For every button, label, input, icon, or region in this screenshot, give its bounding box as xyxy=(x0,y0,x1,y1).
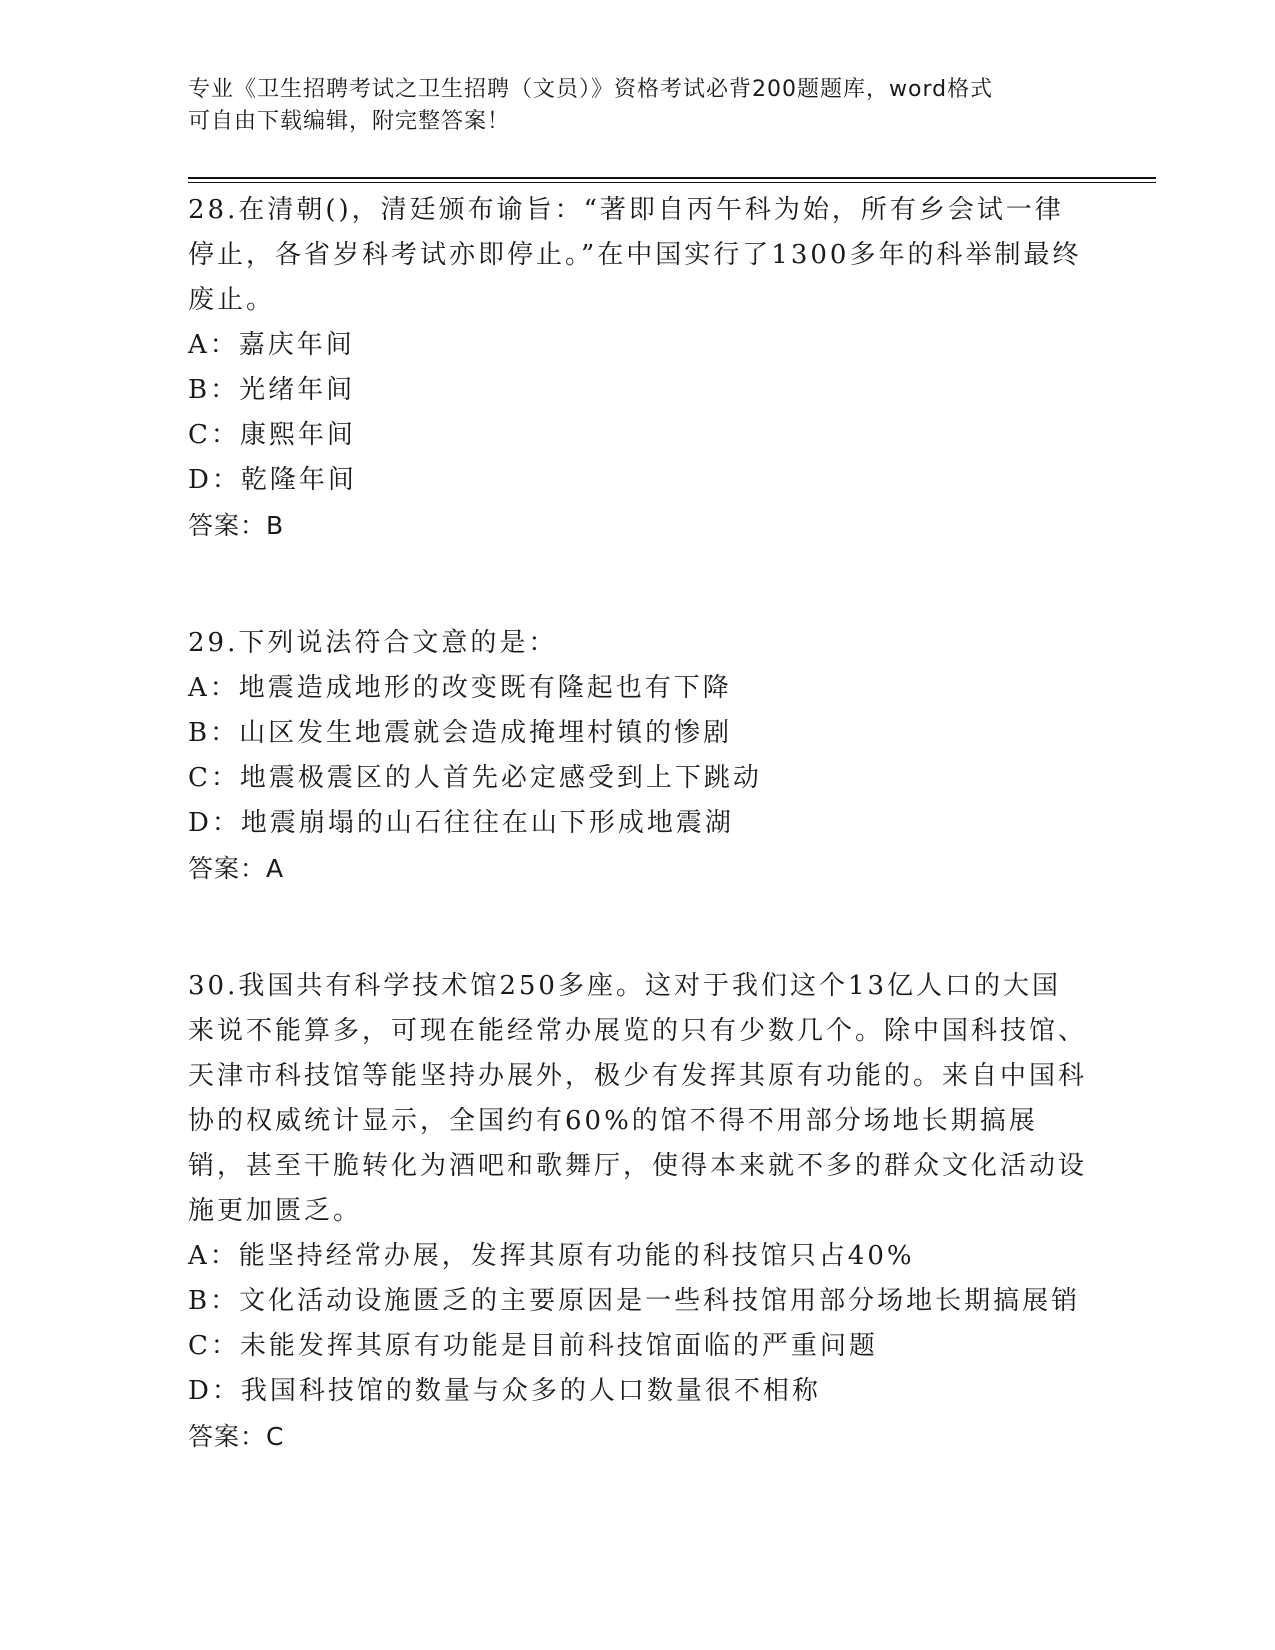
option-a: A：地震造成地形的改变既有隆起也有下降 xyxy=(188,673,732,703)
option-c: C：康熙年间 xyxy=(188,420,356,450)
option-b: B：文化活动设施匮乏的主要原因是一些科技馆用部分场地长期搞展销 xyxy=(188,1286,1081,1316)
option-b: B：光绪年间 xyxy=(188,375,356,405)
question-stem: 30.我国共有科学技术馆250多座。这对于我们这个13亿人口的大国来说不能算多，可现在能经常办展览的只有少数几个。除中国科技馆、天津市科技馆等能坚持办展外，极少有发挥其原有功能的。来自中国科协的权威统计显示，全国约有60%的馆不得不用部分场地长期搞展销，甚至干脆转化为酒吧和歌舞厅，使得本来就不多的群众文化活动设施更加匮乏。 xyxy=(188,971,1088,1226)
question-29 xyxy=(188,621,1088,892)
option-d: D：地震崩塌的山石往往在山下形成地震湖 xyxy=(188,808,734,838)
question-list xyxy=(188,188,1088,1460)
option-c: C：地震极震区的人首先必定感受到上下跳动 xyxy=(188,763,762,793)
option-a: A：能坚持经常办展，发挥其原有功能的科技馆只占40% xyxy=(188,1241,915,1271)
answer-label: 答案： xyxy=(188,854,267,883)
answer-label: 答案： xyxy=(188,511,267,540)
header-divider-thin xyxy=(188,182,1156,183)
question-stem: 28.在清朝()，清廷颁布谕旨：“著即自丙午科为始，所有乡会试一律停止，各省岁科考试亦即停止。”在中国实行了1300多年的科举制最终废止。 xyxy=(188,195,1082,315)
option-c: C：未能发挥其原有功能是目前科技馆面临的严重问题 xyxy=(188,1331,878,1361)
header-divider xyxy=(188,177,1156,179)
option-b: B：山区发生地震就会造成掩埋村镇的惨剧 xyxy=(188,718,733,748)
option-d: D：我国科技馆的数量与众多的人口数量很不相称 xyxy=(188,1376,821,1406)
option-d: D：乾隆年间 xyxy=(188,465,357,495)
question-spacer xyxy=(188,549,1088,621)
answer-line xyxy=(188,846,1088,892)
answer-line xyxy=(188,1414,1088,1460)
question-28 xyxy=(188,188,1088,549)
document-header xyxy=(188,74,1088,138)
answer-line xyxy=(188,503,1088,549)
answer-value: A xyxy=(266,854,285,883)
header-line-2: 可自由下载编辑，附完整答案！ xyxy=(188,109,511,134)
question-spacer xyxy=(188,892,1088,964)
answer-value: B xyxy=(266,511,285,540)
header-line-1: 专业《卫生招聘考试之卫生招聘（文员）》资格考试必背200题题库，word格式 xyxy=(188,77,994,102)
question-stem: 29.下列说法符合文意的是： xyxy=(188,628,558,658)
answer-value: C xyxy=(266,1422,285,1451)
question-30 xyxy=(188,964,1088,1460)
option-a: A：嘉庆年间 xyxy=(188,330,355,360)
answer-label: 答案： xyxy=(188,1422,267,1451)
